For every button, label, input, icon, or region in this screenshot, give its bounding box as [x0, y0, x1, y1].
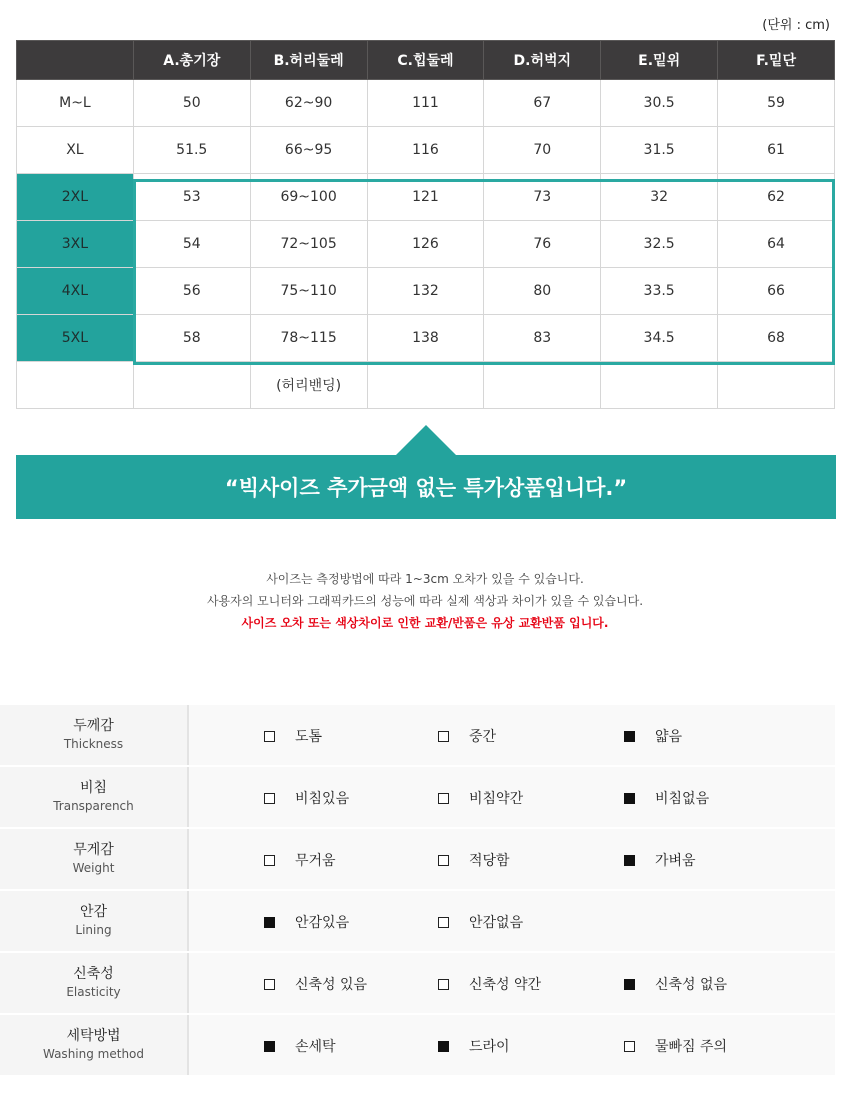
feature-option	[624, 705, 682, 767]
measurement-cell: 75~110	[250, 268, 367, 315]
feature-option-label: 비침없음	[655, 791, 710, 807]
header-cell: E.밑위	[601, 41, 718, 80]
checked-box-icon	[438, 1041, 449, 1052]
size-table	[16, 40, 835, 409]
measurement-cell: 111	[367, 80, 484, 127]
unchecked-box-icon	[264, 731, 275, 742]
measurement-cell: 54	[133, 221, 250, 268]
feature-option	[438, 767, 523, 829]
feature-options	[189, 705, 835, 765]
feature-option-label: 얇음	[655, 729, 683, 745]
unchecked-box-icon	[624, 1041, 635, 1052]
feature-option-label: 손세탁	[295, 1039, 336, 1055]
feature-label-en: Thickness	[63, 737, 124, 751]
measurement-cell: (허리밴딩)	[250, 362, 367, 409]
fabric-features-table	[0, 705, 835, 1077]
unchecked-box-icon	[264, 855, 275, 866]
measurement-cell: 70	[484, 127, 601, 174]
feature-option-label: 안감있음	[295, 915, 350, 931]
measurement-cell: 33.5	[601, 268, 718, 315]
feature-label-en: Lining	[75, 923, 112, 937]
size-table-header	[17, 41, 835, 80]
size-label-cell: 2XL	[17, 174, 134, 221]
feature-option-label: 물빠짐 주의	[655, 1039, 728, 1055]
feature-option	[438, 953, 541, 1015]
feature-label	[0, 829, 189, 889]
feature-option	[264, 705, 322, 767]
feature-option-label: 무거움	[295, 853, 336, 869]
size-row	[17, 268, 835, 315]
feature-row	[0, 767, 835, 829]
measurement-cell: 30.5	[601, 80, 718, 127]
size-row	[17, 315, 835, 362]
measurement-cell: 83	[484, 315, 601, 362]
feature-label-en: Elasticity	[66, 985, 121, 999]
measurement-cell: 62~90	[250, 80, 367, 127]
feature-row	[0, 1015, 835, 1077]
size-label-cell: 3XL	[17, 221, 134, 268]
header-cell: F.밑단	[718, 41, 835, 80]
feature-option-label: 드라이	[469, 1039, 510, 1055]
feature-option	[438, 829, 510, 891]
note-line: 사용자의 모니터와 그래픽카드의 성능에 따라 실제 색상과 차이가 있을 수 있습니다.	[206, 594, 644, 608]
feature-row	[0, 705, 835, 767]
note-line: 사이즈는 측정방법에 따라 1~3cm 오차가 있을 수 있습니다.	[266, 572, 584, 586]
feature-label	[0, 767, 189, 827]
unchecked-box-icon	[264, 793, 275, 804]
feature-label-ko: 비침	[79, 780, 108, 796]
header-cell: D.허벅지	[484, 41, 601, 80]
feature-option-label: 적당함	[469, 853, 510, 869]
feature-options	[189, 891, 835, 951]
feature-label	[0, 891, 189, 951]
feature-option-label: 중간	[469, 729, 497, 745]
checked-box-icon	[624, 731, 635, 742]
feature-option	[438, 891, 523, 953]
checked-box-icon	[264, 917, 275, 928]
measurement-cell: 50	[133, 80, 250, 127]
banner-arrow	[396, 425, 456, 455]
feature-label-ko: 안감	[79, 904, 108, 920]
feature-option-label: 가벼움	[655, 853, 696, 869]
measurement-cell: 76	[484, 221, 601, 268]
measurement-cell: 126	[367, 221, 484, 268]
feature-label-ko: 세탁방법	[66, 1028, 121, 1044]
header-cell: A.총기장	[133, 41, 250, 80]
feature-options	[189, 953, 835, 1013]
size-row	[17, 127, 835, 174]
size-row	[17, 80, 835, 127]
promo-banner: “빅사이즈 추가금액 없는 특가상품입니다.”	[16, 455, 836, 519]
feature-label-ko: 무게감	[73, 842, 114, 858]
header-cell: C.힙둘레	[367, 41, 484, 80]
measurement-cell: 72~105	[250, 221, 367, 268]
measurement-cell: 64	[718, 221, 835, 268]
measurement-cell: 61	[718, 127, 835, 174]
size-label-cell: 5XL	[17, 315, 134, 362]
checked-box-icon	[264, 1041, 275, 1052]
feature-option	[624, 1015, 727, 1077]
feature-option	[624, 767, 709, 829]
measurement-cell: 31.5	[601, 127, 718, 174]
feature-option	[438, 705, 496, 767]
measurement-cell: 67	[484, 80, 601, 127]
unchecked-box-icon	[438, 855, 449, 866]
checked-box-icon	[624, 855, 635, 866]
measurement-cell: 59	[718, 80, 835, 127]
measurement-cell	[133, 362, 250, 409]
feature-option	[624, 953, 727, 1015]
measurement-cell: 66~95	[250, 127, 367, 174]
size-label-cell: M~L	[17, 80, 134, 127]
feature-option-label: 비침있음	[295, 791, 350, 807]
feature-option	[264, 1015, 336, 1077]
header-cell	[17, 41, 134, 80]
measurement-cell: 51.5	[133, 127, 250, 174]
unchecked-box-icon	[438, 793, 449, 804]
feature-label	[0, 1015, 189, 1075]
measurement-cell: 32	[601, 174, 718, 221]
size-row	[17, 362, 835, 409]
size-label-cell: 4XL	[17, 268, 134, 315]
size-table-container	[16, 40, 835, 409]
feature-option	[264, 891, 349, 953]
feature-options	[189, 829, 835, 889]
feature-label	[0, 705, 189, 765]
measurement-cell: 69~100	[250, 174, 367, 221]
size-row	[17, 174, 835, 221]
header-cell: B.허리둘레	[250, 41, 367, 80]
measurement-cell: 116	[367, 127, 484, 174]
feature-row	[0, 953, 835, 1015]
measurement-cell: 66	[718, 268, 835, 315]
feature-option	[264, 829, 336, 891]
feature-row	[0, 829, 835, 891]
size-label-cell	[17, 362, 134, 409]
feature-option-label: 비침약간	[469, 791, 524, 807]
measurement-cell: 73	[484, 174, 601, 221]
unchecked-box-icon	[264, 979, 275, 990]
measurement-cell: 58	[133, 315, 250, 362]
feature-option	[438, 1015, 510, 1077]
measurement-cell: 68	[718, 315, 835, 362]
checked-box-icon	[624, 793, 635, 804]
feature-label	[0, 953, 189, 1013]
size-row	[17, 221, 835, 268]
size-notes	[0, 568, 850, 634]
feature-label-ko: 두께감	[73, 718, 114, 734]
measurement-cell: 121	[367, 174, 484, 221]
unit-note: (단위 : cm)	[762, 18, 830, 33]
checked-box-icon	[624, 979, 635, 990]
measurement-cell	[484, 362, 601, 409]
feature-option-label: 신축성 없음	[655, 977, 728, 993]
feature-option-label: 신축성 약간	[469, 977, 542, 993]
measurement-cell	[367, 362, 484, 409]
feature-option	[264, 767, 349, 829]
feature-label-en: Weight	[72, 861, 115, 875]
feature-options	[189, 1015, 835, 1075]
feature-label-en: Washing method	[42, 1047, 145, 1061]
measurement-cell: 34.5	[601, 315, 718, 362]
measurement-cell: 53	[133, 174, 250, 221]
measurement-cell: 132	[367, 268, 484, 315]
exchange-warning: 사이즈 오차 또는 색상차이로 인한 교환/반품은 유상 교환반품 입니다.	[241, 616, 609, 630]
measurement-cell: 78~115	[250, 315, 367, 362]
measurement-cell	[718, 362, 835, 409]
feature-row	[0, 891, 835, 953]
measurement-cell: 32.5	[601, 221, 718, 268]
feature-option-label: 도톰	[295, 729, 323, 745]
measurement-cell: 56	[133, 268, 250, 315]
feature-option	[264, 953, 367, 1015]
feature-options	[189, 767, 835, 827]
feature-option-label: 안감없음	[469, 915, 524, 931]
measurement-cell: 138	[367, 315, 484, 362]
feature-label-en: Transparench	[53, 799, 134, 813]
unchecked-box-icon	[438, 917, 449, 928]
unchecked-box-icon	[438, 731, 449, 742]
measurement-cell: 80	[484, 268, 601, 315]
feature-label-ko: 신축성	[73, 966, 114, 982]
size-label-cell: XL	[17, 127, 134, 174]
measurement-cell: 62	[718, 174, 835, 221]
feature-option	[624, 829, 696, 891]
unchecked-box-icon	[438, 979, 449, 990]
feature-option-label: 신축성 있음	[295, 977, 368, 993]
measurement-cell	[601, 362, 718, 409]
